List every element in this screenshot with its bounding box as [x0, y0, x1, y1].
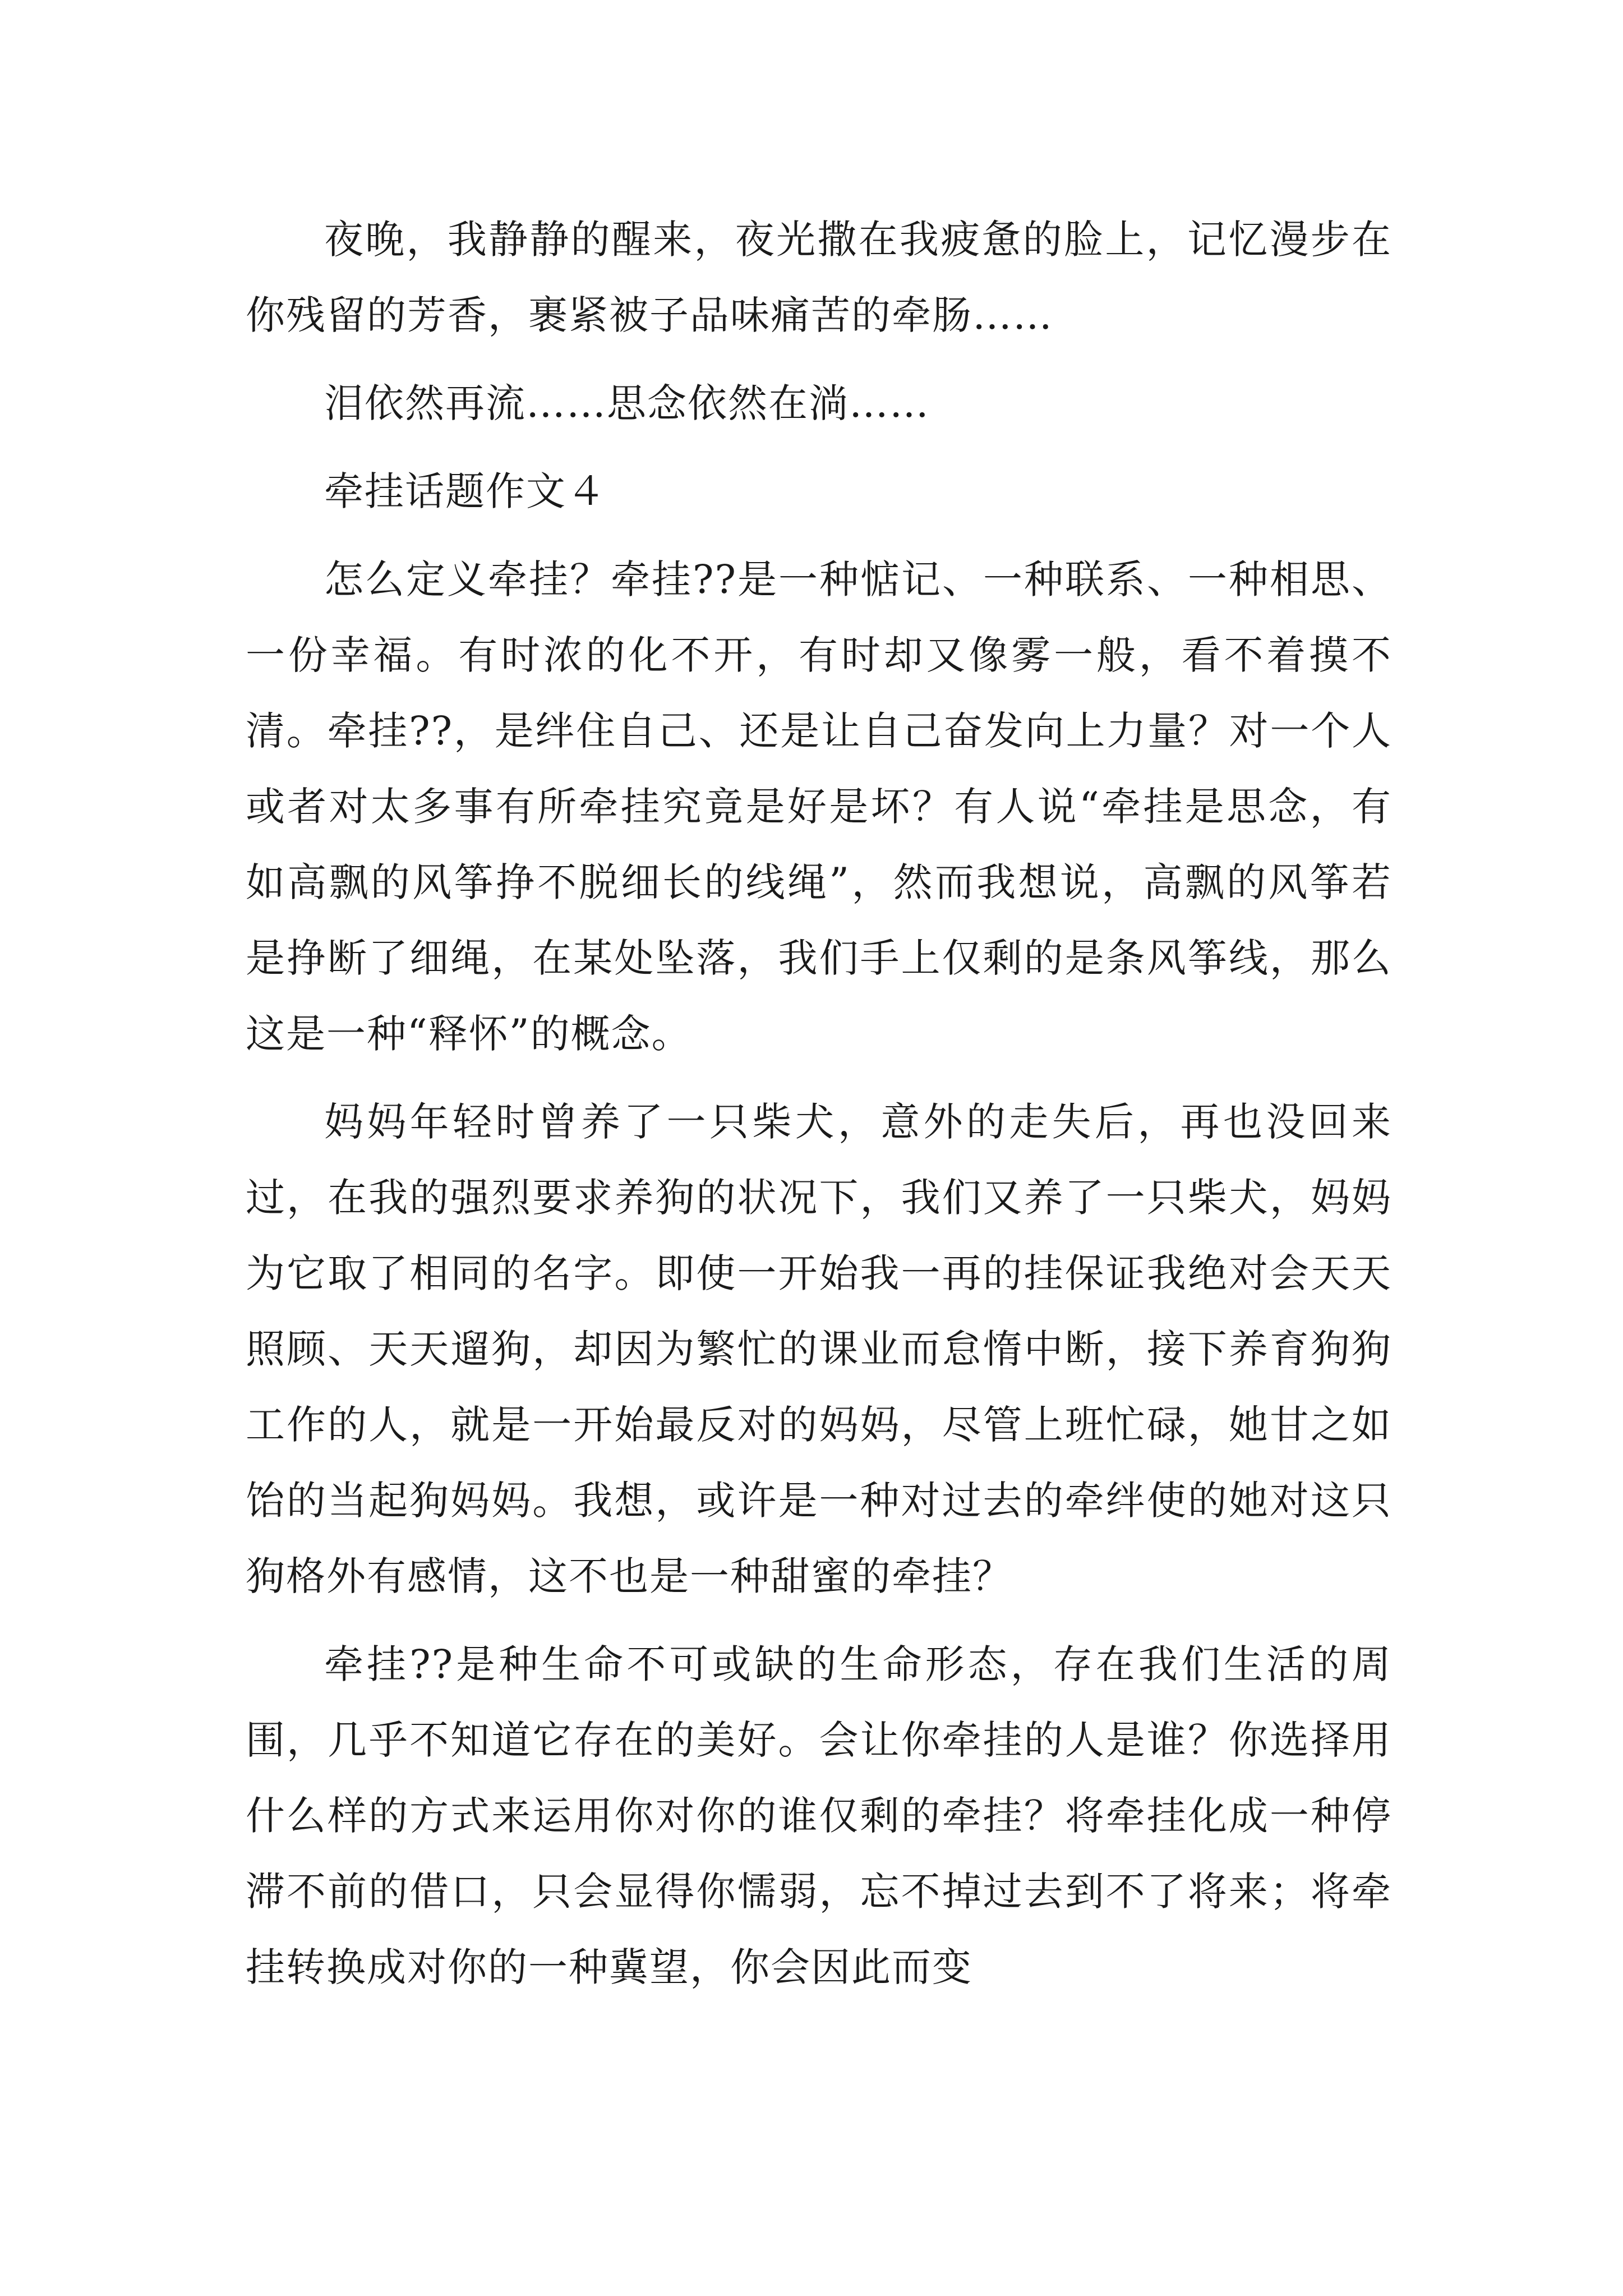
paragraph-gap: [246, 530, 1392, 542]
section-title: 牵挂话题作文４: [324, 468, 607, 514]
paragraph: 夜晚，我静静的醒来，夜光撒在我疲惫的脸上，记忆漫步在你残留的芳香，裹紧被子品味痛苦的牵肠……: [246, 217, 1392, 338]
paragraph-gap: [246, 1614, 1392, 1627]
paragraph: 怎么定义牵挂？牵挂??是一种惦记、一种联系、一种相思、一份幸福。有时浓的化不开，有时却又像雾一般，看不着摸不清。牵挂??，是绊住自己、还是让自己奋发向上力量？对一个人或者对太多事有所牵挂究竟是好是坏？有人说“牵挂是思念，有如高飘的风筝挣不脱细长的线绳”，然而我想说，高飘的风筝若是挣断了细绳，在某处坠落，我们手上仅剩的是条风筝线，那么这是一种“释怀”的概念。: [246, 556, 1392, 1057]
paragraph-gap: [246, 441, 1392, 454]
paragraph-gap: [246, 353, 1392, 366]
paragraph: 泪依然再流……思念依然在淌……: [324, 380, 930, 426]
document-body: [246, 202, 1392, 2005]
paragraph: 牵挂??是种生命不可或缺的生命形态，存在我们生活的周围，几乎不知道它存在的美好。会让你牵挂的人是谁？你选择用什么样的方式来运用你对你的谁仅剩的牵挂？将牵挂化成一种停滞不前的借口，只会显得你懦弱，忘不掉过去到不了将来；将牵挂转换成对你的一种冀望，你会因此而变: [246, 1641, 1392, 1990]
paragraph: 妈妈年轻时曾养了一只柴犬，意外的走失后，再也没回来过，在我的强烈要求养狗的状况下，我们又养了一只柴犬，妈妈为它取了相同的名字。即使一开始我一再的挂保证我绝对会天天照顾、天天遛狗，却因为繁忙的课业而怠惰中断，接下养育狗狗工作的人，就是一开始最反对的妈妈，尽管上班忙碌，她甘之如饴的当起狗妈妈。我想，或许是一种对过去的牵绊使的她对这只狗格外有感情，这不也是一种甜蜜的牵挂？: [246, 1099, 1392, 1599]
paragraph-gap: [246, 1072, 1392, 1084]
